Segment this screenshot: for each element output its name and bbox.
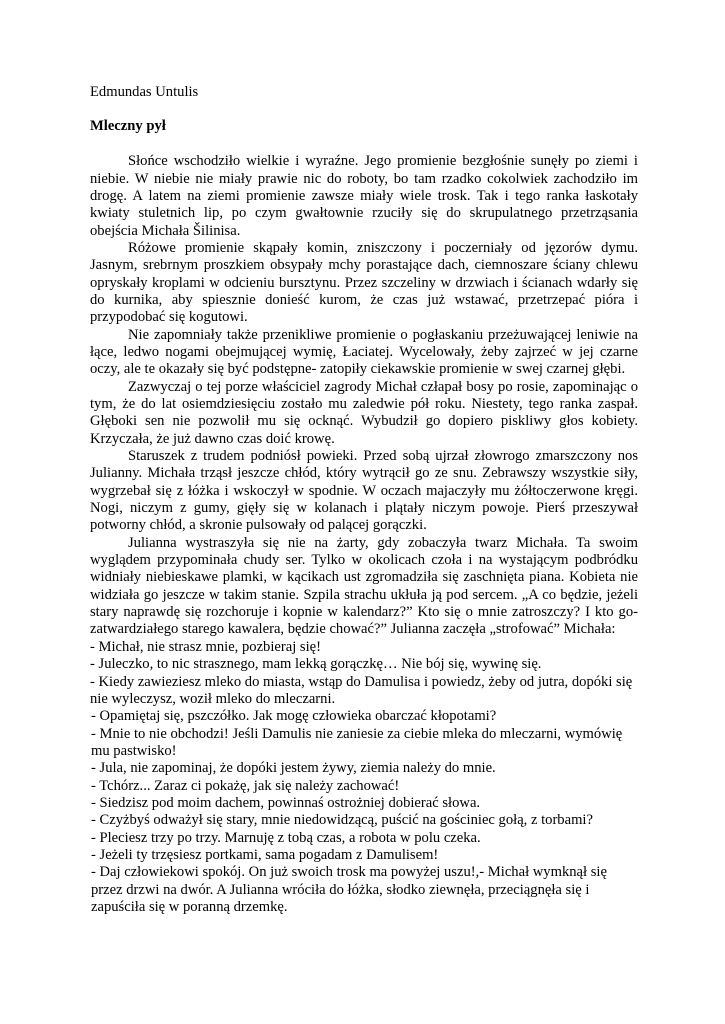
dialogue-line: - Juleczko, to nic strasznego, mam lekką gorączkę… Nie bój się, wywinę się. bbox=[90, 656, 542, 673]
dialogue-line: - Kiedy zawieziesz mleko do miasta, wstąp do Damulisa i powiedz, żeby od jutra, dopóki się nie wyleczysz, woził mleko do mleczarni. bbox=[90, 673, 633, 707]
paragraph: Słońce wschodziło wielkie i wyraźne. Jego promienie bezgłośnie sunęły po ziemi i niebie. W niebie nie miały prawie nic do roboty, bo tam rzadko cokolwiek zachodziło im drogę. A latem na ziemi promienie zawsze miały wiele trosk. Tak i tego ranka łaskotały kwiaty stuletnich lip, po czym gwałtownie rzuciły się do skrupulatnego przetrząsania obejścia Michała Šilinisa. bbox=[90, 153, 638, 239]
dialogue-line: - Jeżeli ty trzęsiesz portkami, sama pogadam z Damulisem! bbox=[91, 846, 439, 863]
dialogue-line: - Jula, nie zapominaj, że dopóki jestem żywy, ziemia należy do mnie. bbox=[91, 760, 496, 777]
paragraph: Staruszek z trudem podniósł powieki. Przed sobą ujrzał złowrogo zmarszczony nos Julianny. Michała trząsł jeszcze chłód, który wytrącił go ze snu. Zebrawszy wszystkie siły, wygrzebał się z łóżka i wskoczył w spodnie. W oczach majaczyły mu żółtoczerwone kręgi. Nogi, niczym z gumy, gięły się w kolanach i plątały niczym powoje. Pierś przeszywał potworny chłód, a skronie pulsowały od palącej gorączki. bbox=[90, 448, 638, 534]
paragraph: Nie zapomniały także przenikliwe promienie o pogłaskaniu przeżuwającej leniwie na łące, ledwo nogami obejmującej wymię, Łaciatej. Wycelowały, żeby zajrzeć w jej czarne oczy, ale te okazały się być podstępne- zatopiły ciekawskie promienie w swej czarnej głębi. bbox=[90, 326, 638, 378]
story-title: Mleczny pył bbox=[90, 118, 166, 135]
story-body bbox=[90, 153, 638, 916]
dialogue-line: - Siedzisz pod moim dachem, powinnaś ostrożniej dobierać słowa. bbox=[91, 794, 481, 811]
dialogue-line: - Opamiętaj się, pszczółko. Jak mogę człowieka obarczać kłopotami? bbox=[91, 708, 497, 725]
dialogue-line: - Pleciesz trzy po trzy. Marnuję z tobą czas, a robota w polu czeka. bbox=[91, 829, 481, 846]
paragraph: Zazwyczaj o tej porze właściciel zagrody Michał człapał bosy po rosie, zapominając o tym, że do lat osiemdziesięciu zostało mu zaledwie pół roku. Niestety, tego ranka zaspał. Głęboki sen nie pozwolił mu się ocknąć. Wybudził go dopiero piskliwy głos kobiety. Krzyczała, że już dawno czas doić krowę. bbox=[90, 378, 638, 447]
paragraph: Różowe promienie skąpały komin, zniszczony i poczerniały od jęzorów dymu. Jasnym, srebrnym proszkiem obsypały mchy porastające dach, ciemnoszare ściany chlewu opryskały kroplami w odcieniu bursztynu. Przez szczeliny w drzwiach i ścianach wdarły się do kurnika, aby spiesznie donieść kurom, że czas już wstawać, przetrzepać pióra i przypodobać się kogutowi. bbox=[90, 239, 638, 326]
dialogue-line: - Michał, nie strasz mnie, pozbieraj się! bbox=[90, 638, 321, 655]
dialogue-line: - Tchórz... Zaraz ci pokażę, jak się należy zachować! bbox=[91, 777, 400, 794]
dialogue-line: - Mnie to nie obchodzi! Jeśli Damulis nie zaniesie za ciebie mleka do mleczarni, wymówię mu pastwisko! bbox=[91, 725, 623, 759]
dialogue-line: - Czyżbyś odważył się stary, mnie niedowidzącą, puścić na gościniec gołą, z torbami? bbox=[91, 812, 593, 829]
paragraph: Julianna wystraszyła się nie na żarty, gdy zobaczyła twarz Michała. Ta swoim wyglądem przypominała chudy ser. Tylko w okolicach czoła i na wystającym podbródku widniały niebieskawe plamki, w kącikach ust zgromadziła się zaschnięta piana. Kobieta nie widziała go jeszcze w takim stanie. Szpila strachu ukłuła ją pod sercem. „A co będzie, jeżeli stary naprawdę się rozchoruje i kopnie w kalendarz?” Kto się o mnie zatroszczy? I kto go-zatwardziałego starego kawalera, będzie chować?” Julianna zaczęła „strofować” Michała: bbox=[90, 534, 638, 638]
document-page bbox=[90, 84, 638, 916]
author-name: Edmundas Untulis bbox=[90, 84, 199, 100]
dialogue-line: - Daj człowiekowi spokój. On już swoich trosk ma powyżej uszu!,- Michał wymknął się przez drzwi na dwór. A Julianna wróciła do łóżka, słodko ziewnęła, przeciągnęła się i zapuściła się w poranną drzemkę. bbox=[91, 864, 607, 915]
